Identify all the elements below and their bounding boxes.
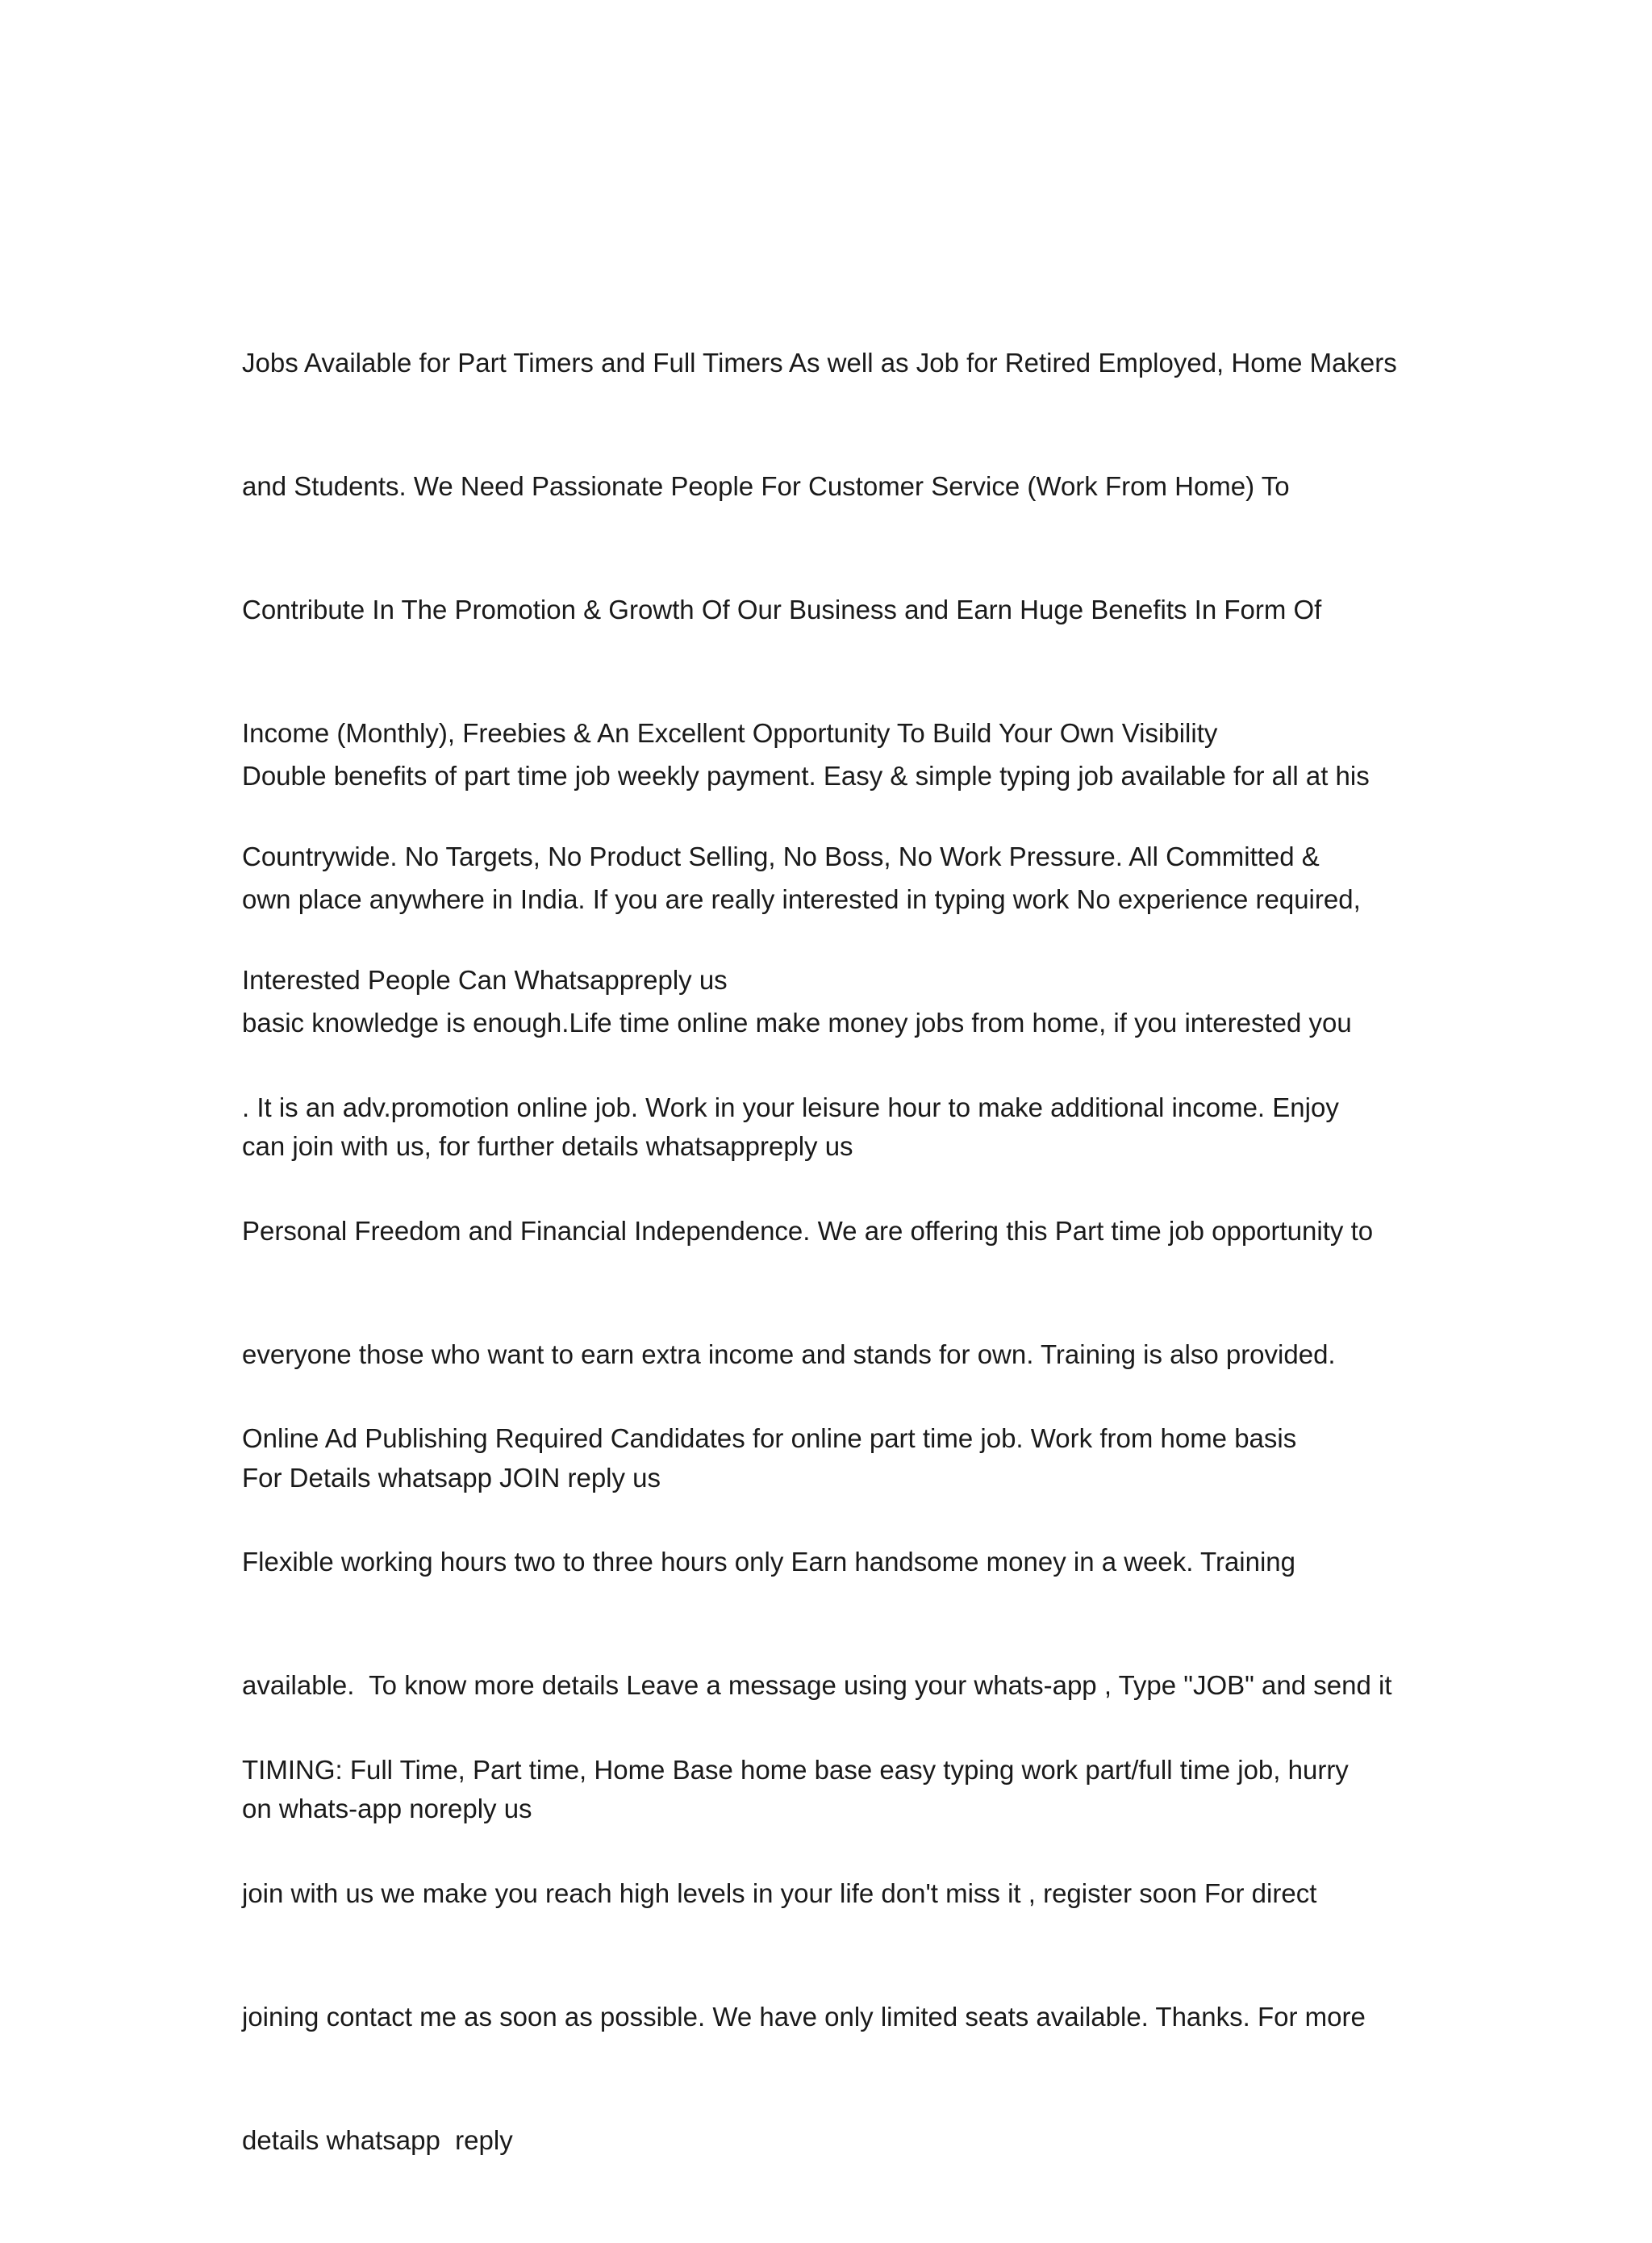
text-line: Online Ad Publishing Required Candidates for online part time job. Work from home basis — [242, 1423, 1297, 1453]
text-line: Double benefits of part time job weekly payment. Easy & simple typing job available for all at his — [242, 761, 1370, 791]
text-line: TIMING: Full Time, Part time, Home Base home base easy typing work part/full time job, hurry — [242, 1755, 1349, 1785]
text-line: joining contact me as soon as possible. We have only limited seats available. Thanks. For more — [242, 2002, 1366, 2032]
paragraph-timing — [242, 1667, 1420, 2243]
text-line: . It is an adv.promotion online job. Work in your leisure hour to make additional income. Enjoy — [242, 1092, 1339, 1122]
text-line: For Details whatsapp JOIN reply us — [242, 1463, 661, 1493]
text-line: everyone those who want to earn extra income and stands for own. Training is also provided. — [242, 1339, 1336, 1369]
text-line: and Students. We Need Passionate People For Customer Service (Work From Home) To — [242, 471, 1290, 501]
text-line: basic knowledge is enough.Life time online make money jobs from home, if you interested you — [242, 1008, 1352, 1038]
text-line: Income (Monthly), Freebies & An Excellent Opportunity To Build Your Own Visibility — [242, 718, 1218, 748]
text-line: Countrywide. No Targets, No Product Selling, No Boss, No Work Pressure. All Committed & — [242, 842, 1320, 871]
text-line: join with us we make you reach high levels in your life don't miss it , register soon For direct — [242, 1878, 1317, 1908]
text-line: can join with us, for further details whatsappreply us — [242, 1131, 853, 1161]
text-line: Jobs Available for Part Timers and Full Timers As well as Job for Retired Employed, Home Makers — [242, 348, 1397, 378]
text-line: Flexible working hours two to three hours only Earn handsome money in a week. Training — [242, 1547, 1296, 1577]
text-line: on whats-app noreply us — [242, 1794, 532, 1823]
text-line: available. To know more details Leave a message using your whats-app , Type "JOB" and send it — [242, 1670, 1392, 1700]
text-line: Personal Freedom and Financial Independence. We are offering this Part time job opportunity to — [242, 1216, 1374, 1246]
text-line: Interested People Can Whatsappreply us — [242, 965, 728, 995]
text-line: Contribute In The Promotion & Growth Of Our Business and Earn Huge Benefits In Form Of — [242, 595, 1322, 624]
text-line: details whatsapp reply — [242, 2125, 513, 2155]
text-line: own place anywhere in India. If you are really interested in typing work No experience required, — [242, 884, 1361, 914]
